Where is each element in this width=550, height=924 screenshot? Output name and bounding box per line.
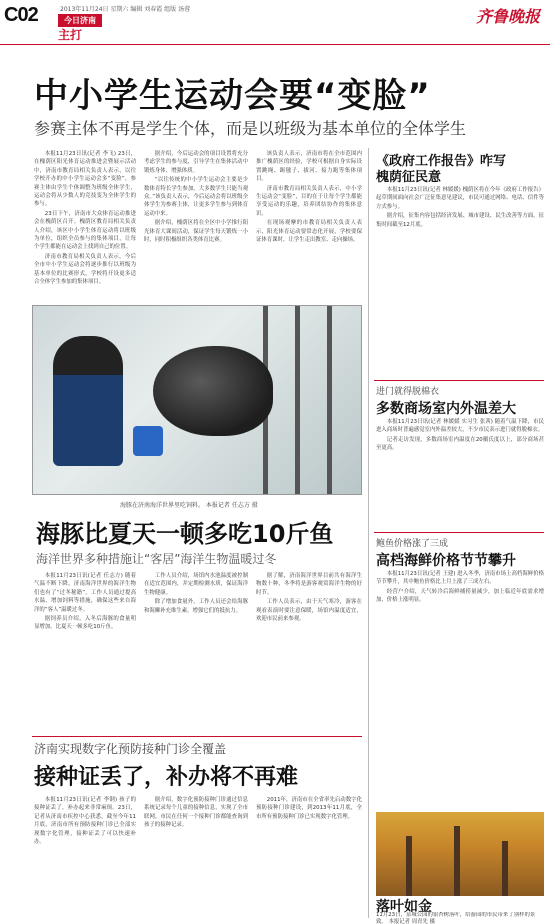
paragraph: 经营户介绍，天气转冷后海鲜捕捞量减少，加上临近年底需求增加，价格上涨明显。 <box>376 588 544 604</box>
paragraph: 2011年，济南市在全省率先启动数字化预防接种门诊建设，到2013年11月底，全市所有预防接种门诊已实现数字化管理。 <box>256 797 362 820</box>
paragraph: 23日下午，济南市大众体育运动推进会在槐荫区召开。槐荫区教育局相关负责人介绍，该区中小学生体育运动将以班级为单位，组织全员参与的集体项目，让每个学生都能在运动会上找到自己的位置。 <box>34 210 136 251</box>
vaccine-column-1 <box>34 796 136 920</box>
seafood-headline: 高档海鲜价格节节攀升 <box>376 553 516 569</box>
seafood-kicker: 鲍鱼价格涨了三成 <box>376 539 449 549</box>
paragraph: 据介绍，槐荫区将在全区中小学推行阳光体育大课间活动，保证学生每天锻炼一小时，同时积极组织各类体育比赛。 <box>144 220 248 244</box>
paragraph: 工作人员介绍，场馆内水池温度被控制在适宜范围内，并定期检测水质，保证海洋生物健康。 <box>144 573 248 596</box>
gov-report-headline: 槐荫征民意 <box>376 170 442 185</box>
mall-kicker: 进门就得脱棉衣 <box>376 387 440 397</box>
dolphin-feeding-photo <box>32 305 362 495</box>
paragraph: 济南市教育局相关负责人表示，今后全市中小学生运动会将逐步推行以班级为基本单位的比赛形式，学校将开设更多适合全体学生参加的集体项目。 <box>34 253 136 286</box>
paragraph: 本报11月23日讯(记者 李飞) 23日，在槐荫区阳光体育运动推进会暨展示活动中，济南市教育局相关负责人表示，以往学校开办的中小学生运动会多“变脸”，参赛主体由学生个体调整为班级全体学生，运动会将从少数人的竞技变为全体学生的参与。 <box>34 151 136 208</box>
paragraph: “以往传统的中小学生运动会主要是少数体育特长学生参加，大多数学生只能当观众。”该负责人表示，今后运动会将以班级全体学生为参赛主体，让更多学生参与到体育运动中来。 <box>144 177 248 217</box>
marine-animal <box>153 346 273 436</box>
paragraph: 本报11月23日讯(记者 王建) 进入冬季，济南市场上高档海鲜价格节节攀升，其中鲍鱼价格比上月上涨了三成左右。 <box>376 571 544 586</box>
newspaper-logo: 齐鲁晚报 <box>475 7 540 26</box>
vaccine-column-2 <box>144 796 248 920</box>
seafood-body <box>376 570 544 806</box>
tree-trunk <box>502 841 508 896</box>
section-rule <box>374 532 544 533</box>
paragraph: 该负责人表示，济南市将在全市范围内推广槐荫区的经验，学校可根据自身实际设置跳绳、踢毽子、拔河、接力跑等集体项目。 <box>256 151 362 183</box>
lead-headline: 中小学生运动会要“变脸” <box>34 76 431 116</box>
photo-caption: 海豚在济南海洋世界里吃饲料。 本报记者 任志方 摄 <box>120 502 258 509</box>
paragraph: 据介绍，数字化预防接种门诊通过信息系统记录每个儿童的接种信息，实现了全市联网，市民在任何一个接种门诊都能查询到孩子的接种记录。 <box>144 797 248 829</box>
paragraph: 本报11月23日讯(记者 任志方) 随着气温不断下降，济南海洋世界的海洋生物们也有了“过冬秘籍”。工作人员通过提高水温、增加饲料等措施，确保这些来自海洋的“客人”温暖过冬。 <box>34 573 136 613</box>
paragraph: 据介绍，今后运动会的项目设置将充分考虑学生的参与度，引导学生在集体活动中锻炼身体、增强体质。 <box>144 151 248 174</box>
gov-report-body <box>376 186 544 376</box>
section-name: 主打 <box>58 28 83 42</box>
mall-body <box>376 418 544 530</box>
dolphin-column-1 <box>34 572 136 732</box>
paragraph: 本报11月23日讯(记者 李钢) 孩子的接种证丢了，补办起来非常麻烦。23日，记者从济南市疾控中心获悉，截至今年11月底，济南市所有预防接种门诊已全部实现数字化管理，接种证丢了可以快速补办。 <box>34 797 136 846</box>
paragraph: 据饲养员介绍，入冬后海豚的食量明显增加，比夏天一顿多吃10斤鱼。 <box>34 616 136 631</box>
mall-headline: 多数商场室内外温差大 <box>376 401 516 417</box>
railing-bar <box>295 306 300 494</box>
section-tag: 今日济南 <box>58 14 102 27</box>
dolphin-subhead: 海洋世界多种措施让“客居”海洋生物温暖过冬 <box>36 552 277 566</box>
paragraph: 本报11月23日讯(记者 林媛媛 实习生 张茜) 随着气温下降，市民进入商场时普遍感觉室内外温差较大，不少市民表示进门就得脱棉衣。 <box>376 419 544 434</box>
paragraph: 济南市教育局相关负责人表示，中小学生运动会“变脸”，目的在于让每个学生都能享受运动的乐趣，培养团结协作的集体意识。 <box>256 185 362 217</box>
paragraph: 据介绍，征集内容包括经济发展、城市建设、民生改善等方面，征集时间截至12月底。 <box>376 213 544 228</box>
lead-column-3 <box>256 150 362 300</box>
dolphin-headline: 海豚比夏天一顿多吃10斤鱼 <box>36 520 334 548</box>
tree-trunk <box>454 826 460 896</box>
top-rule <box>0 44 550 45</box>
dolphin-column-2 <box>144 572 248 732</box>
paragraph: 在现场观摩的市教育局相关负责人表示，阳光体育运动要常态化开展，学校要保证体育课时，让学生走出教室、走向操场。 <box>256 220 362 244</box>
section-rule <box>374 380 544 381</box>
issue-meta: 2013年11月24日 星期六 编辑 刘春霞 组版 汤蓉 <box>60 6 191 13</box>
keeper-figure <box>53 336 123 466</box>
section-rule <box>32 736 362 737</box>
paragraph: 据了解，济南海洋世界目前共有海洋生物数十种，冬季将是游客观赏海洋生物的好时节。 <box>256 573 362 596</box>
feeding-bucket <box>133 426 163 456</box>
vaccine-column-3 <box>256 796 362 920</box>
vaccine-kicker: 济南实现数字化预防接种门诊全覆盖 <box>34 742 227 756</box>
dolphin-column-3 <box>256 572 362 732</box>
lead-column-1 <box>34 150 136 300</box>
page-number: C02 <box>4 4 38 26</box>
paragraph: 本报11月23日讯(记者 林媛媛) 槐荫区将在今年《政府工作报告》起草期间面向社会广泛征集意见建议，市民可通过网络、电话、信件等方式参与。 <box>376 187 544 210</box>
gov-report-kicker: 《政府工作报告》咋写 <box>376 154 507 169</box>
ginkgo-photo <box>376 812 544 896</box>
lead-subhead: 参赛主体不再是学生个体，而是以班级为基本单位的全体学生 <box>34 119 467 138</box>
masthead <box>0 0 550 42</box>
ginkgo-caption: 11月23日，泉城公园的银杏树落叶，给游园的市民带来了别样的景致。 本报记者 周青先 摄 <box>376 912 536 924</box>
paragraph: 记者走访发现，多数商场室内温度在20摄氏度以上，部分商场甚至更高。 <box>376 436 544 452</box>
tree-trunk <box>406 836 412 896</box>
ginkgo-headline: 落叶如金 <box>376 899 432 915</box>
railing-bar <box>327 306 332 494</box>
vaccine-headline: 接种证丢了，补办将不再难 <box>34 765 299 790</box>
paragraph: 工作人员表示，由于天气寒冷，游客在观看表演时要注意保暖，场馆内温度适宜，欢迎市民前来参观。 <box>256 599 362 623</box>
lead-column-2 <box>144 150 248 300</box>
column-divider <box>368 148 369 918</box>
paragraph: 除了增加食量外，工作人员还会给海豚和海狮补充维生素，增强它们的抵抗力。 <box>144 599 248 614</box>
